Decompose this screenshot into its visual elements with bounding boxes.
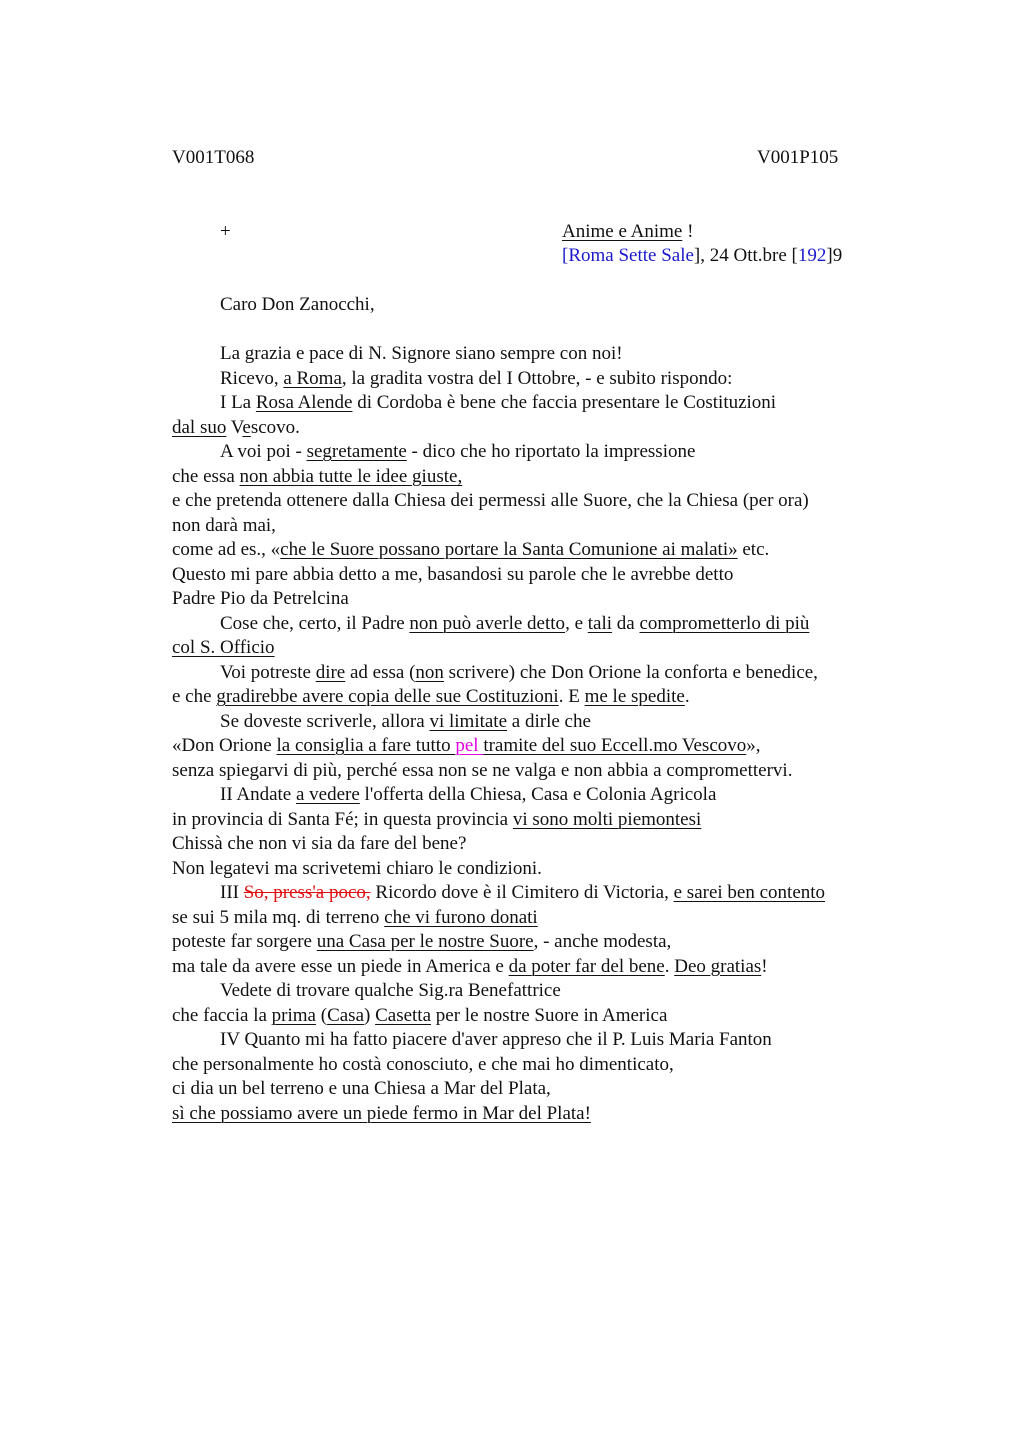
body-line: che faccia la prima (Casa) Casetta per le nostre Suore in America: [172, 1004, 668, 1026]
letter-year-end: ]9: [826, 245, 843, 266]
body-line: Ricevo, a Roma, la gradita vostra del I Ottobre, - e subito rispondo:: [220, 367, 733, 389]
body-line: senza spiegarvi di più, perché essa non se ne valga e non abbia a compromettervi.: [172, 759, 793, 781]
document-code-left: V001T068: [172, 147, 255, 168]
letter-place-date: [562, 244, 842, 269]
body-line: che personalmente ho costà conosciuto, e che mai ho dimenticato,: [172, 1053, 674, 1075]
body-line: non darà mai,: [172, 514, 276, 536]
body-line: Questo mi pare abbia detto a me, basandosi su parole che le avrebbe detto: [172, 563, 734, 585]
body-line: A voi poi - segretamente - dico che ho riportato la impressione: [220, 441, 696, 462]
letter-place: Roma Sette Sale: [568, 245, 694, 266]
letter-title-punct: !: [682, 221, 694, 242]
body-line: IV Quanto mi ha fatto piacere d'aver appreso che il P. Luis Maria Fanton: [220, 1029, 772, 1050]
bracket-open: [: [562, 245, 569, 266]
body-line: Non legatevi ma scrivetemi chiaro le condizioni.: [172, 857, 542, 879]
salutation: Caro Don Zanocchi,: [220, 294, 375, 315]
body-line: La grazia e pace di N. Signore siano sempre con noi!: [220, 343, 623, 364]
body-line: Cose che, certo, il Padre non può averle detto, e tali da comprometterlo di più: [220, 612, 810, 634]
document-code-right: V001P105: [757, 147, 839, 168]
body-line: Chissà che non vi sia da fare del bene?: [172, 833, 467, 854]
body-line: Vedete di trovare qualche Sig.ra Benefattrice: [220, 980, 561, 1001]
body-line: se sui 5 mila mq. di terreno che vi furono donati: [172, 906, 538, 928]
body-line: ma tale da avere esse un piede in America e da poter far del bene. Deo gratias!: [172, 955, 768, 977]
letter-body: [172, 342, 902, 1126]
body-line: sì che possiamo avere un piede fermo in Mar del Plata!: [172, 1102, 591, 1124]
body-line: e che gradirebbe avere copia delle sue Costituzioni. E me le spedite.: [172, 686, 690, 707]
inserted-word: pel: [455, 735, 484, 756]
deleted-text: So, press'a poco,: [243, 882, 371, 903]
body-line: dal suo Vescovo.: [172, 416, 300, 438]
body-line: in provincia di Santa Fé; in questa provincia vi sono molti piemontesi: [172, 808, 702, 830]
body-line: come ad es., «che le Suore possano portare la Santa Comunione ai malati» etc.: [172, 539, 770, 560]
body-line: e che pretenda ottenere dalla Chiesa dei permessi alle Suore, che la Chiesa (per ora): [172, 490, 809, 511]
body-line: ci dia un bel terreno e una Chiesa a Mar del Plata,: [172, 1078, 551, 1099]
body-line: «Don Orione la consiglia a fare tutto pel tramite del suo Eccell.mo Vescovo»,: [172, 735, 761, 756]
letter-title: [562, 220, 693, 245]
letter-date: ], 24 Ott.bre [: [693, 245, 798, 266]
body-line: Padre Pio da Petrelcina: [172, 588, 349, 609]
body-line: II Andate a vedere l'offerta della Chiesa, Casa e Colonia Agricola: [220, 784, 717, 805]
letter-year-part: 192: [797, 245, 827, 266]
body-line: III So, press'a poco, Ricordo dove è il Cimitero di Victoria, e sarei ben contento: [220, 882, 826, 903]
body-line: Se doveste scriverle, allora vi limitate a dirle che: [220, 710, 591, 732]
body-line: col S. Officio: [172, 637, 275, 658]
body-line: che essa non abbia tutte le idee giuste,: [172, 465, 463, 487]
body-line: Voi potreste dire ad essa (non scrivere) che Don Orione la conforta e benedice,: [220, 661, 818, 683]
letter-title-text: Anime e Anime: [562, 221, 683, 242]
body-line: I La Rosa Alende di Cordoba è bene che faccia presentare le Costituzioni: [220, 392, 777, 413]
body-line: poteste far sorgere una Casa per le nostre Suore, - anche modesta,: [172, 931, 672, 952]
cross-symbol: +: [220, 221, 231, 242]
